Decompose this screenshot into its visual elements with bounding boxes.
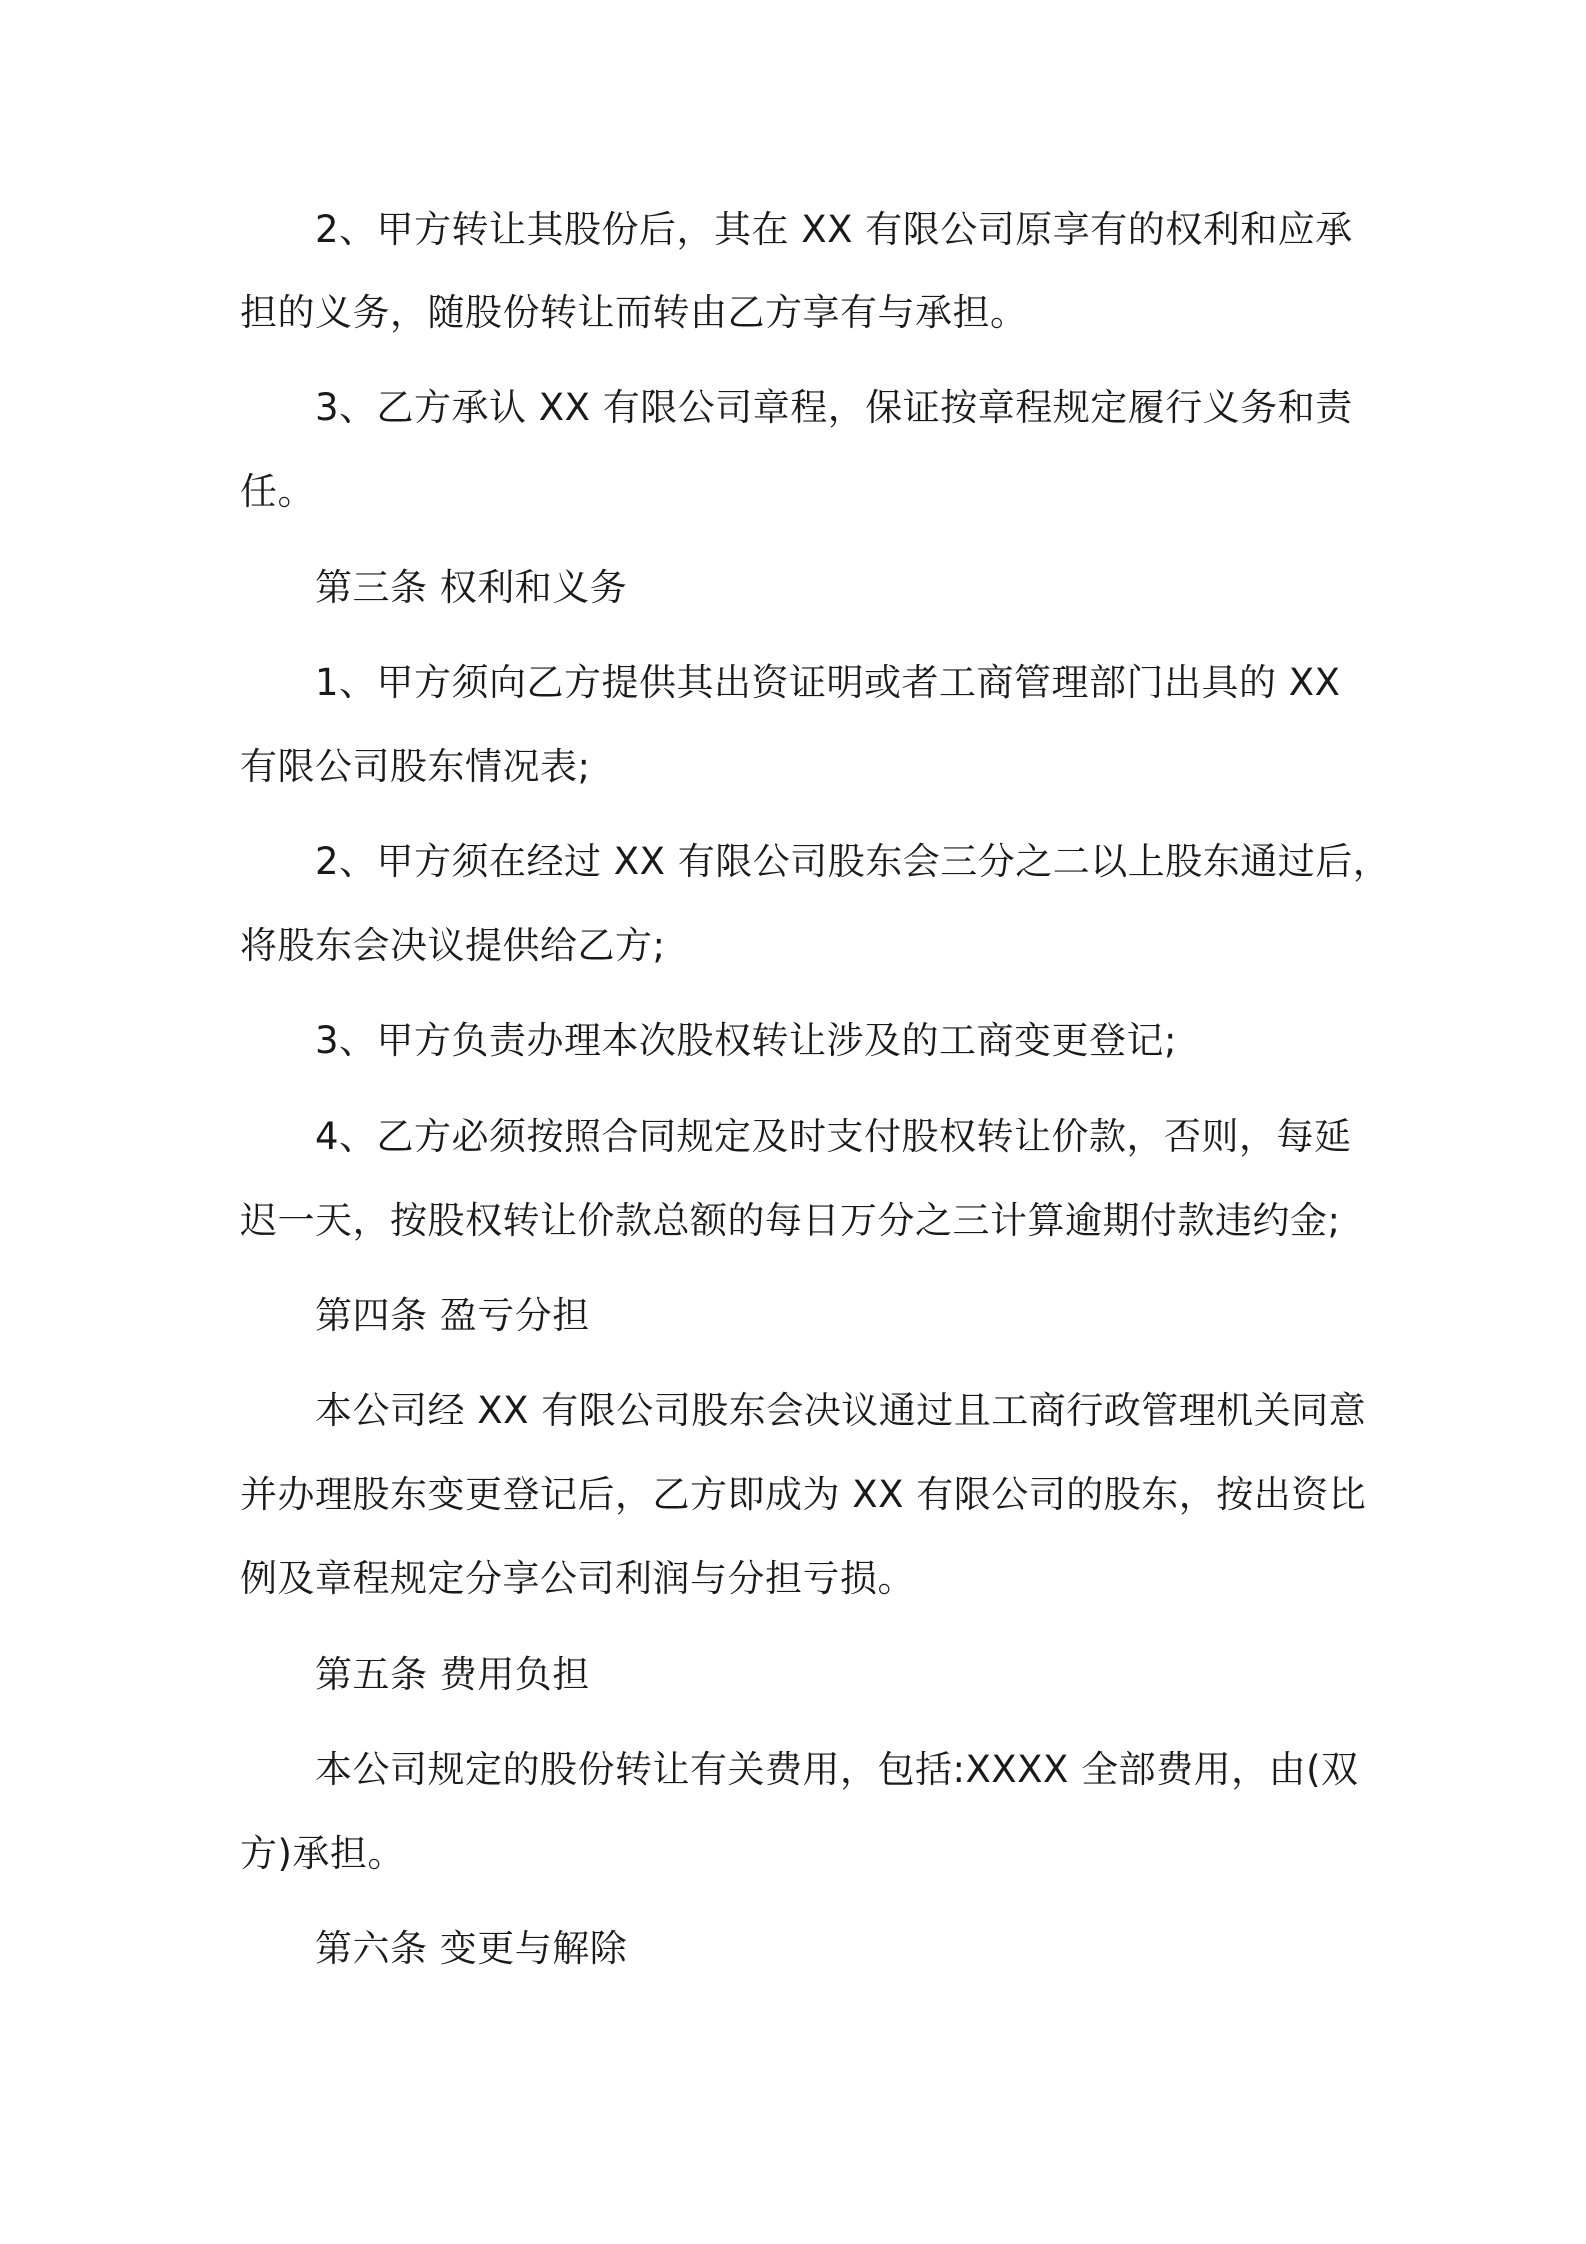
duty-4-line-2: 迟一天，按股权转让价款总额的每日万分之三计算逾期付款违约金; xyxy=(240,1199,1341,1242)
duty-3-line-1: 3、甲方负责办理本次股权转让涉及的工商变更登记; xyxy=(315,1019,1178,1062)
article-5-line-2: 方)承担。 xyxy=(240,1832,405,1875)
duty-1-line-2: 有限公司股东情况表; xyxy=(240,745,591,788)
duty-1-line-1: 1、甲方须向乙方提供其出资证明或者工商管理部门出具的 XX xyxy=(315,661,1341,704)
article-6-heading: 第六条 变更与解除 xyxy=(315,1927,628,1970)
article-4-line-3: 例及章程规定分享公司利润与分担亏损。 xyxy=(240,1557,915,1600)
article-5-heading: 第五条 费用负担 xyxy=(315,1653,590,1696)
article-4-heading: 第四条 盈亏分担 xyxy=(315,1294,590,1337)
clause-2-line-1: 2、甲方转让其股份后，其在 XX 有限公司原享有的权利和应承 xyxy=(315,208,1353,251)
duty-4-line-1: 4、乙方必须按照合同规定及时支付股权转让价款，否则，每延 xyxy=(315,1115,1352,1158)
clause-3-line-1: 3、乙方承认 XX 有限公司章程，保证按章程规定履行义务和责 xyxy=(315,386,1353,429)
article-5-line-1: 本公司规定的股份转让有关费用，包括:XXXX 全部费用，由(双 xyxy=(315,1748,1359,1791)
duty-2-line-1: 2、甲方须在经过 XX 有限公司股东会三分之二以上股东通过后， xyxy=(315,840,1391,883)
article-4-line-1: 本公司经 XX 有限公司股东会决议通过且工商行政管理机关同意 xyxy=(315,1389,1367,1432)
duty-2-line-2: 将股东会决议提供给乙方; xyxy=(240,924,666,967)
clause-3-line-2: 任。 xyxy=(240,470,315,513)
clause-2-line-2: 担的义务，随股份转让而转由乙方享有与承担。 xyxy=(240,291,1028,334)
article-4-line-2: 并办理股东变更登记后，乙方即成为 XX 有限公司的股东，按出资比 xyxy=(240,1473,1367,1516)
article-3-heading: 第三条 权利和义务 xyxy=(315,566,628,609)
